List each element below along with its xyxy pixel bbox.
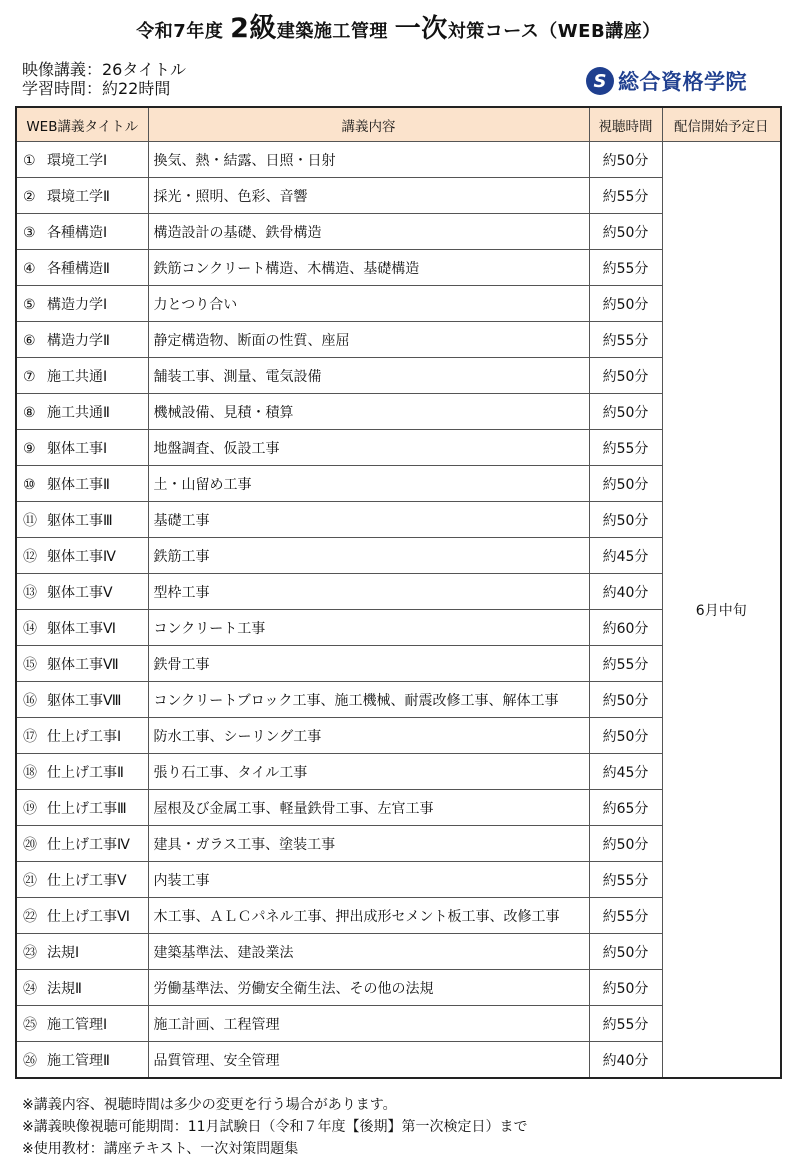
lecture-duration: 約50分 — [589, 142, 662, 178]
title-grade: 2級 — [230, 13, 277, 44]
lecture-table — [15, 106, 782, 1079]
lecture-number: ⑨ — [23, 440, 36, 457]
notes — [22, 1094, 528, 1160]
lecture-title-cell — [16, 718, 148, 754]
lecture-title-cell — [16, 862, 148, 898]
lecture-title: 仕上げ工事Ⅵ — [47, 908, 130, 925]
lecture-duration: 約50分 — [589, 394, 662, 430]
lecture-content: 型枠工事 — [148, 574, 589, 610]
lecture-content: 鉄筋工事 — [148, 538, 589, 574]
lecture-content: 建具・ガラス工事、塗装工事 — [148, 826, 589, 862]
lecture-title: 構造力学Ⅱ — [47, 332, 110, 349]
start-date: 6月中旬 — [662, 142, 781, 1079]
logo-icon: S — [586, 67, 614, 95]
header-start-date: 配信開始予定日 — [662, 107, 781, 142]
title-subject: 建築施工管理 — [276, 21, 388, 42]
lecture-duration: 約50分 — [589, 970, 662, 1006]
lecture-title-cell — [16, 754, 148, 790]
lecture-content: 静定構造物、断面の性質、座屈 — [148, 322, 589, 358]
lecture-duration: 約55分 — [589, 178, 662, 214]
lecture-title-cell — [16, 934, 148, 970]
lecture-title-cell — [16, 574, 148, 610]
lecture-title: 環境工学Ⅱ — [47, 188, 110, 205]
header-content: 講義内容 — [148, 107, 589, 142]
lecture-content: 建築基準法、建設業法 — [148, 934, 589, 970]
lecture-title-cell — [16, 430, 148, 466]
lecture-duration: 約55分 — [589, 322, 662, 358]
lecture-title-cell — [16, 826, 148, 862]
lecture-title-cell — [16, 682, 148, 718]
lecture-content: 舗装工事、測量、電気設備 — [148, 358, 589, 394]
lecture-title: 仕上げ工事Ⅴ — [47, 872, 127, 889]
header-duration: 視聴時間 — [589, 107, 662, 142]
table-body — [16, 142, 781, 1079]
lecture-content: 屋根及び金属工事、軽量鉄骨工事、左官工事 — [148, 790, 589, 826]
lecture-title: 法規Ⅱ — [47, 980, 82, 997]
lecture-duration: 約50分 — [589, 682, 662, 718]
lecture-duration: 約50分 — [589, 286, 662, 322]
note-item: ※講義内容、視聴時間は多少の変更を行う場合があります。 — [22, 1097, 397, 1113]
lecture-title-cell — [16, 214, 148, 250]
lecture-duration: 約55分 — [589, 646, 662, 682]
lecture-title-cell — [16, 790, 148, 826]
logo — [586, 65, 747, 97]
lecture-title: 躯体工事Ⅵ — [47, 620, 116, 637]
lecture-title-cell — [16, 610, 148, 646]
lecture-title-cell — [16, 286, 148, 322]
lecture-number: ⑰ — [23, 728, 37, 745]
lecture-title: 躯体工事Ⅷ — [47, 692, 122, 709]
lecture-title: 躯体工事Ⅰ — [47, 440, 108, 457]
lecture-title-cell — [16, 394, 148, 430]
lecture-number: ㉓ — [23, 944, 37, 961]
lecture-title: 仕上げ工事Ⅲ — [47, 800, 127, 817]
lecture-number: ㉒ — [23, 908, 37, 925]
lecture-content: 基礎工事 — [148, 502, 589, 538]
lecture-number: ㉔ — [23, 980, 37, 997]
lecture-number: ⑫ — [23, 548, 37, 565]
lecture-title: 各種構造Ⅰ — [47, 224, 108, 241]
lecture-number: ② — [23, 188, 36, 205]
lecture-duration: 約60分 — [589, 610, 662, 646]
lecture-duration: 約40分 — [589, 1042, 662, 1079]
title-year: 令和7年度 — [136, 21, 224, 42]
lecture-number: ⑦ — [23, 368, 36, 385]
lecture-duration: 約55分 — [589, 862, 662, 898]
lecture-number: ⑬ — [23, 584, 37, 601]
lecture-number: ㉑ — [23, 872, 37, 889]
lecture-duration: 約50分 — [589, 826, 662, 862]
lecture-content: コンクリート工事 — [148, 610, 589, 646]
lecture-title-cell — [16, 646, 148, 682]
lecture-number: ④ — [23, 260, 36, 277]
table-row — [16, 142, 781, 178]
title-exam: 一次 — [394, 14, 448, 44]
lecture-title-cell — [16, 970, 148, 1006]
lecture-title: 躯体工事Ⅴ — [47, 584, 113, 601]
lecture-content: 地盤調査、仮設工事 — [148, 430, 589, 466]
lecture-number: ⑳ — [23, 836, 37, 853]
lecture-duration: 約50分 — [589, 466, 662, 502]
lecture-duration: 約50分 — [589, 502, 662, 538]
lecture-duration: 約50分 — [589, 214, 662, 250]
lecture-duration: 約45分 — [589, 538, 662, 574]
lecture-title-cell — [16, 250, 148, 286]
lecture-title-cell — [16, 538, 148, 574]
lecture-content: 構造設計の基礎、鉄骨構造 — [148, 214, 589, 250]
lecture-number: ⑭ — [23, 620, 37, 637]
header-title: WEB講義タイトル — [16, 107, 148, 142]
note-item: ※講義映像視聴可能期間：11月試験日（令和７年度【後期】第一次検定日）まで — [22, 1119, 528, 1135]
lecture-content: 防水工事、シーリング工事 — [148, 718, 589, 754]
lecture-title: 施工管理Ⅱ — [47, 1052, 110, 1069]
lecture-content: 換気、熱・結露、日照・日射 — [148, 142, 589, 178]
lecture-content: 採光・照明、色彩、音響 — [148, 178, 589, 214]
lecture-title-cell — [16, 466, 148, 502]
lecture-title-cell — [16, 142, 148, 178]
lecture-title-cell — [16, 322, 148, 358]
lecture-number: ⑥ — [23, 332, 36, 349]
lecture-title: 躯体工事Ⅱ — [47, 476, 110, 493]
note-item: ※使用教材：講座テキスト、一次対策問題集 — [22, 1141, 299, 1157]
lecture-content: 内装工事 — [148, 862, 589, 898]
lecture-content: 労働基準法、労働安全衛生法、その他の法規 — [148, 970, 589, 1006]
lecture-duration: 約50分 — [589, 934, 662, 970]
lecture-number: ⑯ — [23, 692, 37, 709]
lecture-title: 施工共通Ⅰ — [47, 368, 108, 385]
lecture-title-cell — [16, 1042, 148, 1079]
table-header-row — [16, 107, 781, 142]
lecture-title: 仕上げ工事Ⅳ — [47, 836, 130, 853]
course-meta — [22, 60, 186, 98]
lecture-number: ⑲ — [23, 800, 37, 817]
lecture-title: 仕上げ工事Ⅰ — [47, 728, 122, 745]
lecture-duration: 約45分 — [589, 754, 662, 790]
lecture-content: 機械設備、見積・積算 — [148, 394, 589, 430]
lecture-content: 木工事、ＡＬＣパネル工事、押出成形セメント板工事、改修工事 — [148, 898, 589, 934]
lecture-title-cell — [16, 1006, 148, 1042]
lecture-content: 張り石工事、タイル工事 — [148, 754, 589, 790]
video-count: 映像講義：26タイトル — [22, 60, 187, 79]
lecture-title: 躯体工事Ⅲ — [47, 512, 113, 529]
lecture-number: ① — [23, 152, 36, 169]
lecture-number: ㉖ — [23, 1052, 37, 1069]
lecture-number: ㉕ — [23, 1016, 37, 1033]
lecture-title: 躯体工事Ⅳ — [47, 548, 116, 565]
lecture-title: 構造力学Ⅰ — [47, 296, 108, 313]
lecture-content: 鉄骨工事 — [148, 646, 589, 682]
lecture-title-cell — [16, 898, 148, 934]
lecture-content: 力とつり合い — [148, 286, 589, 322]
lecture-duration: 約55分 — [589, 898, 662, 934]
study-hours: 学習時間：約22時間 — [22, 79, 171, 98]
lecture-number: ⑩ — [23, 476, 36, 493]
lecture-title: 躯体工事Ⅶ — [47, 656, 119, 673]
lecture-number: ③ — [23, 224, 36, 241]
lecture-title: 法規Ⅰ — [47, 944, 80, 961]
lecture-title: 各種構造Ⅱ — [47, 260, 110, 277]
lecture-content: 品質管理、安全管理 — [148, 1042, 589, 1079]
lecture-number: ⑱ — [23, 764, 37, 781]
lecture-number: ⑧ — [23, 404, 36, 421]
lecture-duration: 約55分 — [589, 1006, 662, 1042]
lecture-title: 施工共通Ⅱ — [47, 404, 110, 421]
lecture-title-cell — [16, 178, 148, 214]
title-suffix: 対策コース（WEB講座） — [447, 21, 661, 42]
lecture-duration: 約50分 — [589, 358, 662, 394]
logo-text: 総合資格学院 — [618, 70, 747, 94]
lecture-title-cell — [16, 358, 148, 394]
lecture-content: 鉄筋コンクリート構造、木構造、基礎構造 — [148, 250, 589, 286]
lecture-title: 環境工学Ⅰ — [47, 152, 108, 169]
lecture-duration: 約40分 — [589, 574, 662, 610]
lecture-duration: 約50分 — [589, 718, 662, 754]
lecture-duration: 約65分 — [589, 790, 662, 826]
lecture-title: 施工管理Ⅰ — [47, 1016, 108, 1033]
lecture-duration: 約55分 — [589, 430, 662, 466]
lecture-number: ⑤ — [23, 296, 36, 313]
lecture-duration: 約55分 — [589, 250, 662, 286]
lecture-title-cell — [16, 502, 148, 538]
lecture-content: 土・山留め工事 — [148, 466, 589, 502]
lecture-number: ⑮ — [23, 656, 37, 673]
lecture-title: 仕上げ工事Ⅱ — [47, 764, 124, 781]
lecture-content: コンクリートブロック工事、施工機械、耐震改修工事、解体工事 — [148, 682, 589, 718]
lecture-number: ⑪ — [23, 512, 37, 529]
lecture-content: 施工計画、工程管理 — [148, 1006, 589, 1042]
page-title — [0, 6, 797, 45]
